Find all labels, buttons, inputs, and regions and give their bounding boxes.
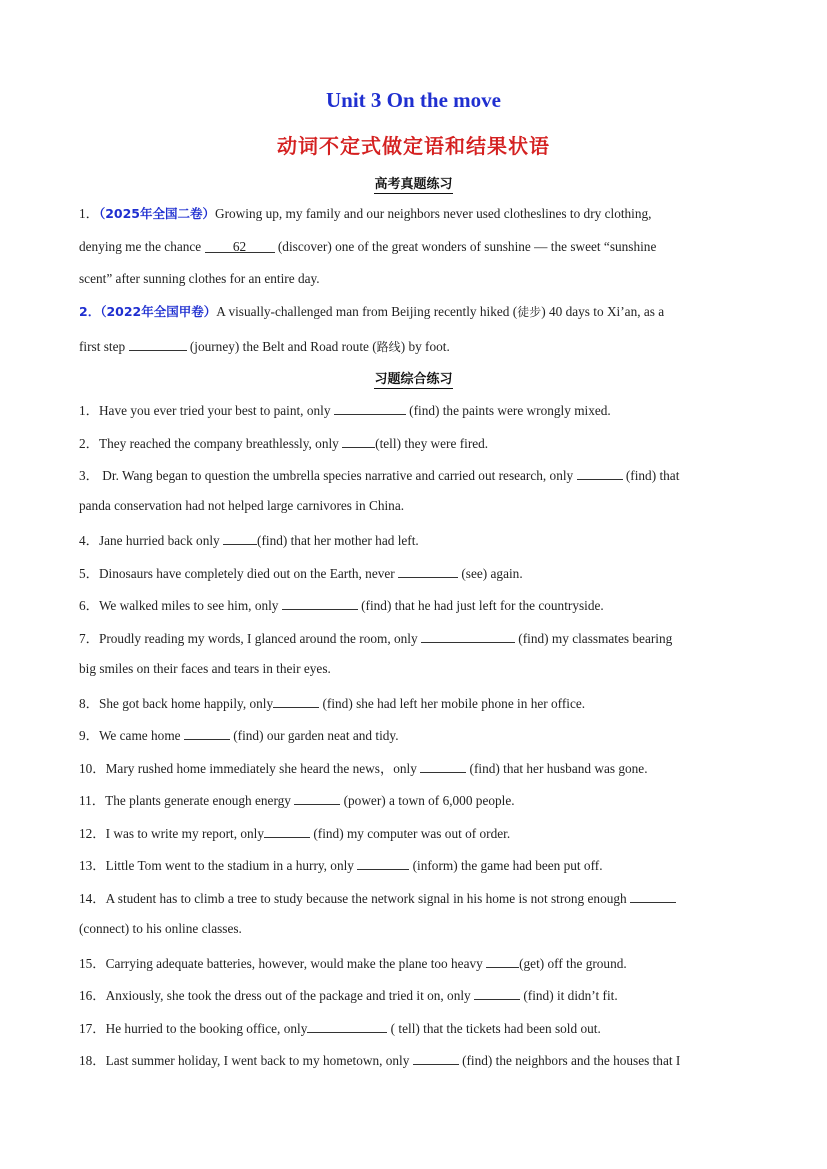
exercise-item: 11．The plants generate enough energy (power) a town of 6,000 people. — [79, 790, 749, 810]
exercise-item: 1．Have you ever tried your best to paint, only (find) the paints were wrongly mixed. — [79, 400, 749, 420]
gaokao-question-2-line-2: first step (journey) the Belt and Road route (路线) by foot. — [79, 336, 749, 356]
answer-blank[interactable] — [334, 400, 406, 415]
answer-blank[interactable] — [577, 465, 623, 480]
answer-blank[interactable] — [420, 758, 466, 773]
exercise-item: 9．We came home (find) our garden neat and tidy. — [79, 725, 749, 745]
page-title: Unit 3 On the move — [326, 88, 501, 112]
answer-blank[interactable] — [413, 1050, 459, 1065]
exercise-item: 2．They reached the company breathlessly, only (tell) they were fired. — [79, 433, 749, 453]
answer-blank[interactable] — [282, 595, 358, 610]
exercise-item: 10．Mary rushed home immediately she heard the news，only (find) that her husband was gone. — [79, 758, 749, 778]
answer-blank[interactable] — [129, 336, 187, 351]
exercise-item: 6．We walked miles to see him, only (find) that he had just left for the countryside. — [79, 595, 749, 615]
exercise-item: 13．Little Tom went to the stadium in a hurry, only (inform) the game had been put off. — [79, 855, 749, 875]
gaokao-question-1-line-1: 1．（2025年全国二卷）Growing up, my family and our neighbors never used clotheslines to dry clothing, — [79, 206, 652, 221]
gaokao-question-1-line-2: denying me the chance 62 (discover) one of the great wonders of sunshine — the sweet “sunshine — [79, 239, 657, 254]
answer-blank[interactable] — [264, 823, 310, 838]
answer-blank[interactable] — [474, 985, 520, 1000]
section-heading-practice: 习题综合练习 — [374, 372, 453, 387]
exercise-item-continuation: (connect) to his online classes. — [79, 921, 242, 936]
answer-blank[interactable] — [223, 530, 257, 545]
section-heading-gaokao: 高考真题练习 — [374, 177, 453, 192]
answer-blank[interactable] — [273, 693, 319, 708]
answer-blank[interactable] — [357, 855, 409, 870]
exercise-item-continuation: panda conservation had not helped large carnivores in China. — [79, 498, 405, 513]
gaokao-question-2-line-1: 2．（2022年全国甲卷）A visually-challenged man from Beijing recently hiked (徒步) 40 days to Xi’an, as a — [79, 304, 665, 319]
exercise-item: 16．Anxiously, she took the dress out of the package and tried it on, only (find) it didn’t fit. — [79, 985, 749, 1005]
exercise-item: 17．He hurried to the booking office, only ( tell) that the tickets had been sold out. — [79, 1018, 749, 1038]
exercise-item: 18．Last summer holiday, I went back to my hometown, only (find) the neighbors and the houses that I — [79, 1050, 749, 1070]
exercise-item: 7．Proudly reading my words, I glanced around the room, only (find) my classmates bearing — [79, 628, 749, 648]
exercise-item: 14．A student has to climb a tree to study because the network signal in his home is not strong enough — [79, 888, 749, 908]
exercise-item: 3． Dr. Wang began to question the umbrella species narrative and carried out research, only (find) that — [79, 465, 749, 485]
exercise-item: 5．Dinosaurs have completely died out on the Earth, never (see) again. — [79, 563, 749, 583]
exercise-item: 12．I was to write my report, only (find) my computer was out of order. — [79, 823, 749, 843]
answer-blank[interactable] — [421, 628, 515, 643]
gaokao-question-1-line-3: scent” after sunning clothes for an entire day. — [79, 271, 320, 286]
exercise-item: 8．She got back home happily, only (find) she had left her mobile phone in her office. — [79, 693, 749, 713]
exercise-item: 15．Carrying adequate batteries, however, would make the plane too heavy (get) off the ground. — [79, 953, 749, 973]
page-subtitle: 动词不定式做定语和结果状语 — [277, 134, 550, 158]
answer-blank[interactable] — [342, 433, 375, 448]
exercise-item: 4．Jane hurried back only (find) that her mother had left. — [79, 530, 749, 550]
question-source-tag: （2022年全国甲卷） — [100, 304, 217, 319]
exercise-item-continuation: big smiles on their faces and tears in their eyes. — [79, 661, 331, 676]
answer-blank[interactable] — [630, 888, 676, 903]
answer-blank[interactable] — [486, 953, 519, 968]
answer-blank[interactable] — [184, 725, 230, 740]
question-source-tag: （2025年全国二卷） — [98, 206, 215, 221]
answer-blank[interactable]: 62 — [205, 238, 275, 253]
answer-blank[interactable] — [294, 790, 340, 805]
answer-blank[interactable] — [398, 563, 458, 578]
answer-blank[interactable] — [307, 1018, 387, 1033]
